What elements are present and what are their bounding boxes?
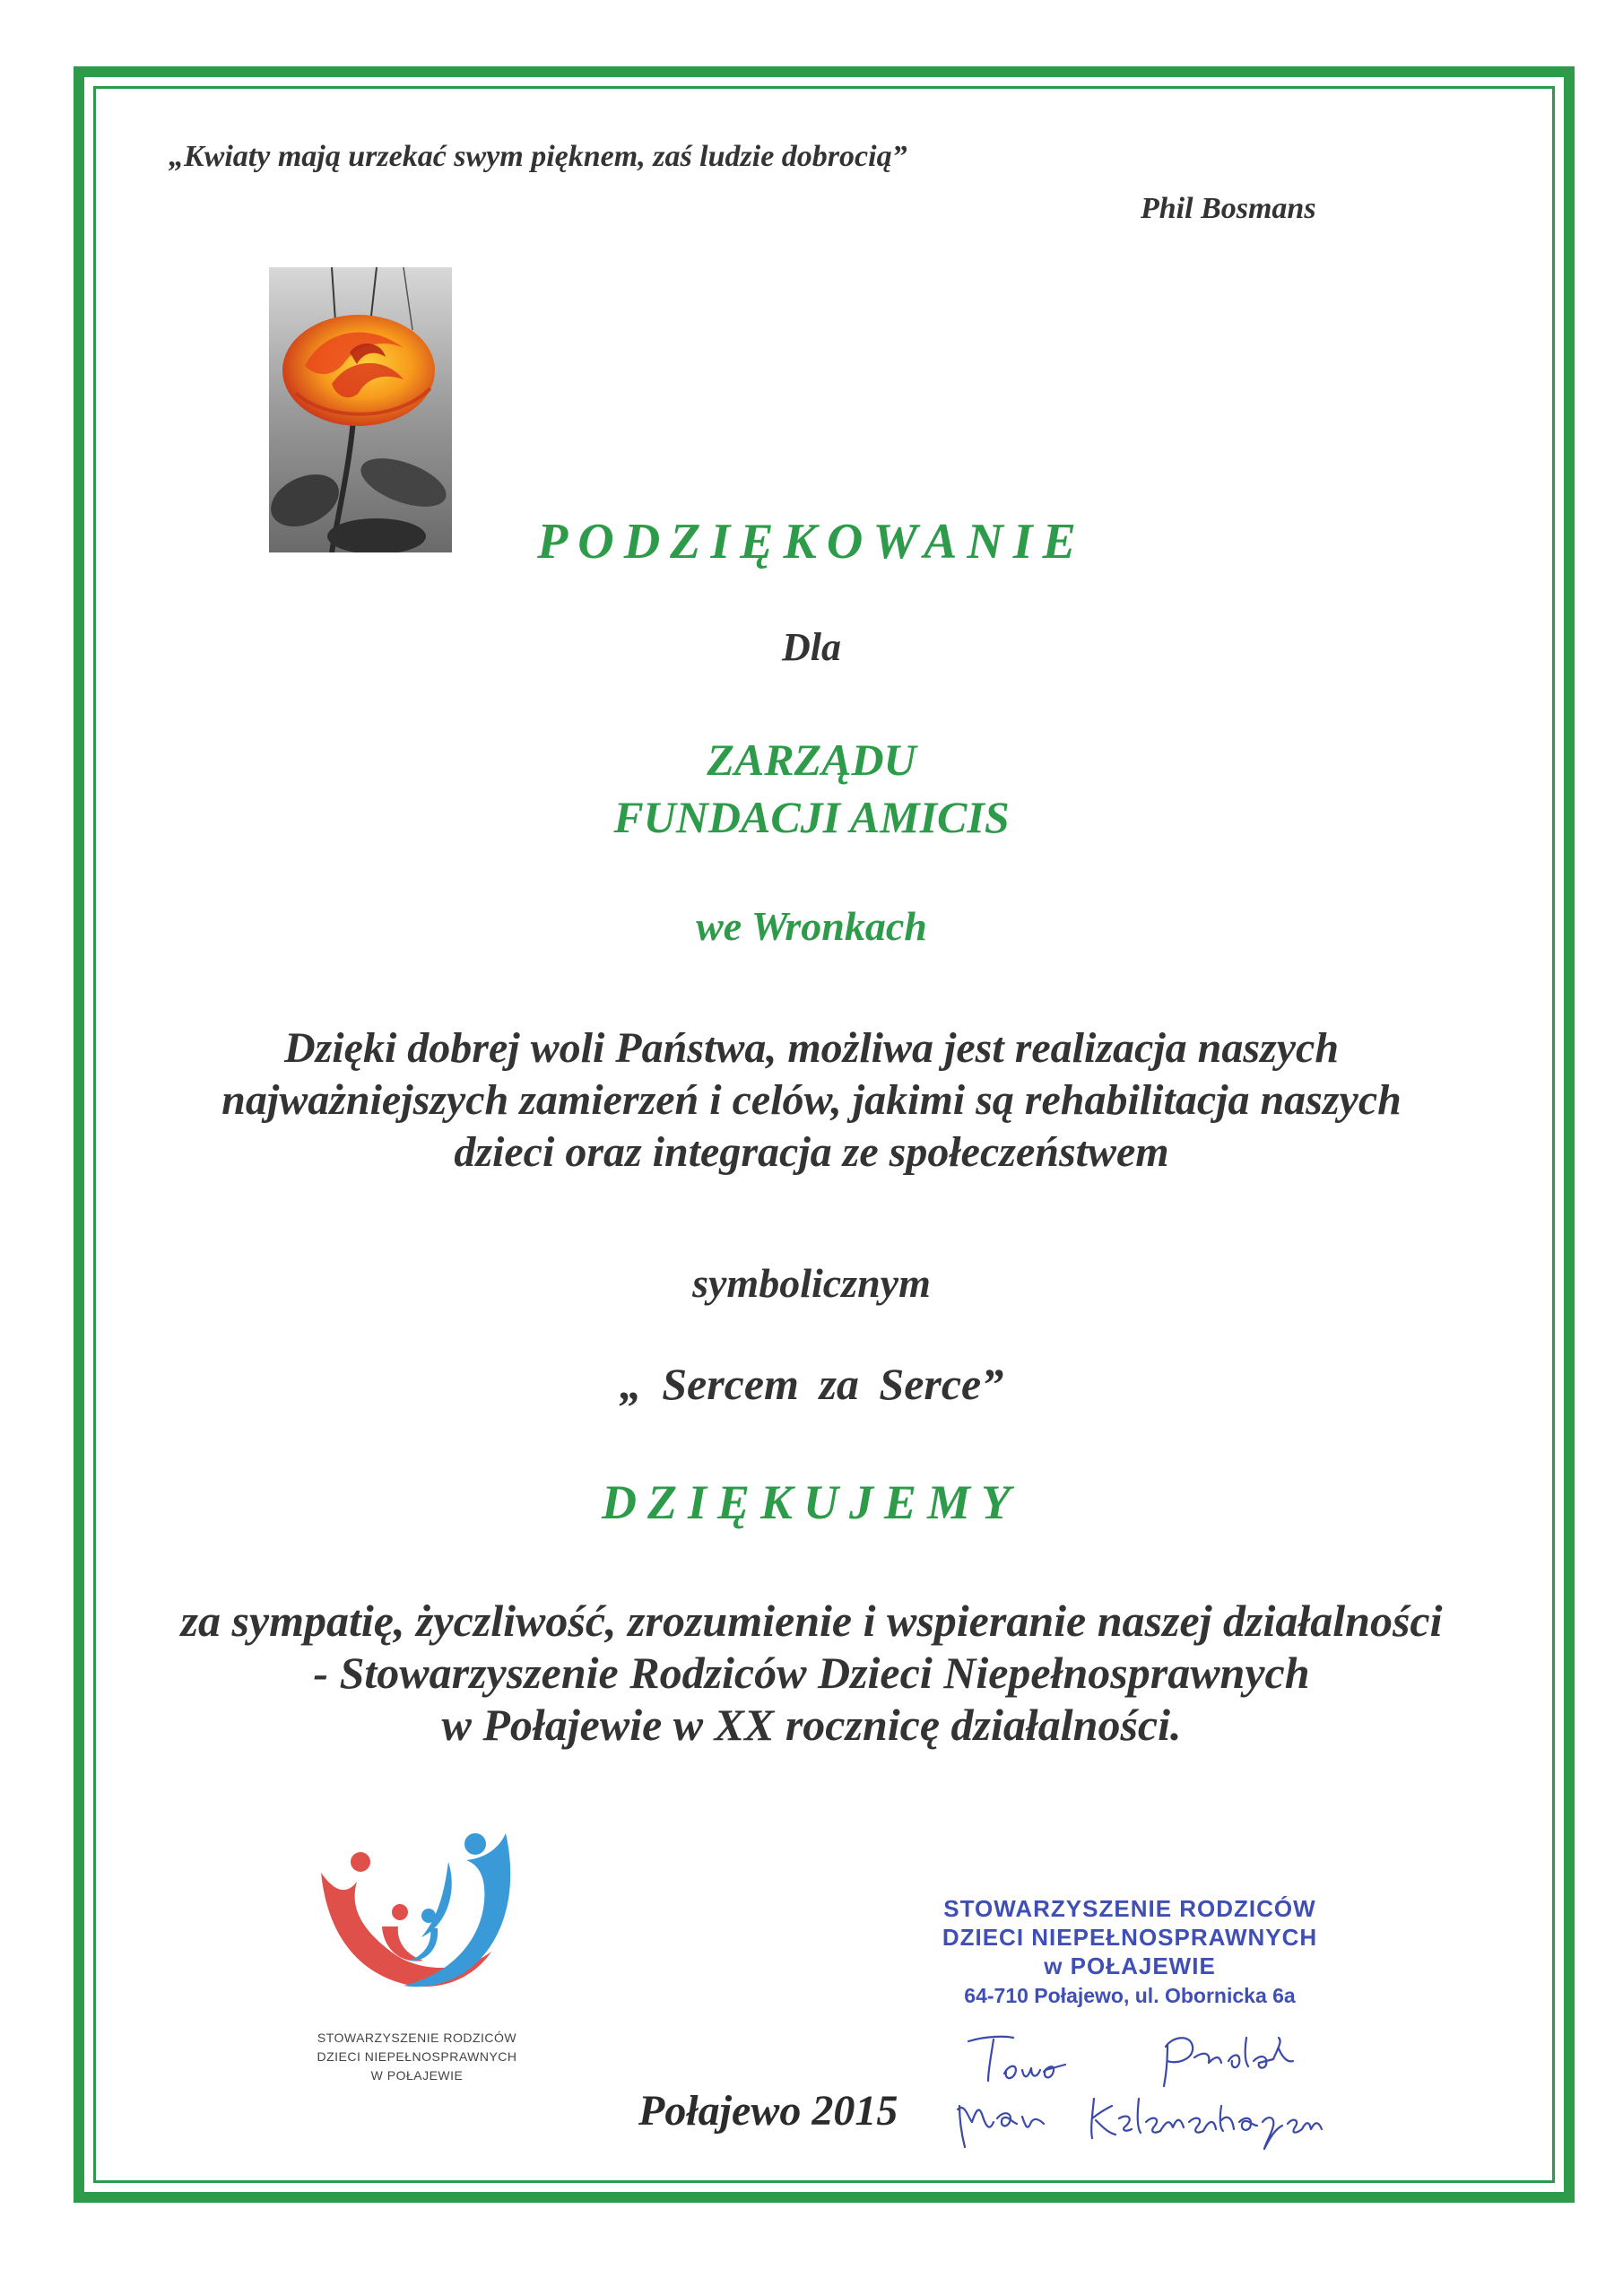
handwritten-signatures (942, 2029, 1372, 2154)
body-line: Dzięki dobrej woli Państwa, możliwa jest realizacja naszych (283, 1024, 1340, 1072)
association-logo (314, 1826, 520, 2005)
body-line: najważniejszych zamierzeń i celów, jakimi są rehabilitacja naszych (221, 1076, 1402, 1124)
place-and-year: Połajewo 2015 (638, 2087, 898, 2135)
closing-line: - Stowarzyszenie Rodziców Dzieci Niepełnosprawnych (313, 1648, 1310, 1698)
body-line: dzieci oraz integracja ze społeczeństwem (454, 1128, 1169, 1176)
motto: „ Sercem za Serce” (619, 1359, 1004, 1409)
epigraph-author: Phil Bosmans (1141, 192, 1316, 225)
association-stamp (933, 1894, 1327, 2009)
epigraph-quote: „Kwiaty mają urzekać swym pięknem, zaś ludzie dobrocią” (169, 140, 907, 173)
recipient-line-1: ZARZĄDU (707, 735, 916, 785)
logo-caption (269, 2029, 565, 2085)
logo-caption-line: DZIECI NIEPEŁNOSPRAWNYCH (317, 2049, 517, 2064)
closing-line: w Połajewie w XX rocznicę działalności. (441, 1700, 1182, 1750)
recipient-line-2: FUNDACJI AMICIS (613, 792, 1010, 842)
stamp-line: w POŁAJEWIE (1044, 1952, 1216, 1979)
closing-paragraph (0, 1595, 1623, 1751)
symbolic-label: symbolicznym (692, 1260, 931, 1306)
rose-photo (269, 267, 452, 552)
thanks-heading: DZIĘKUJEMY (601, 1475, 1022, 1529)
logo-caption-line: W POŁAJEWIE (370, 2068, 464, 2083)
recipient-place: we Wronkach (696, 903, 927, 949)
stamp-line: STOWARZYSZENIE RODZICÓW (943, 1895, 1316, 1922)
logo-caption-line: STOWARZYSZENIE RODZICÓW (317, 2031, 517, 2045)
closing-line: za sympatię, życzliwość, zrozumienie i wspieranie naszej działalności (180, 1596, 1443, 1646)
body-paragraph (0, 1022, 1623, 1178)
for-label: Dla (782, 625, 841, 669)
stamp-address: 64-710 Połajewo, ul. Obornicka 6a (964, 1984, 1296, 2007)
document-title: PODZIĘKOWANIE (537, 514, 1086, 570)
stamp-line: DZIECI NIEPEŁNOSPRAWNYCH (942, 1924, 1318, 1951)
